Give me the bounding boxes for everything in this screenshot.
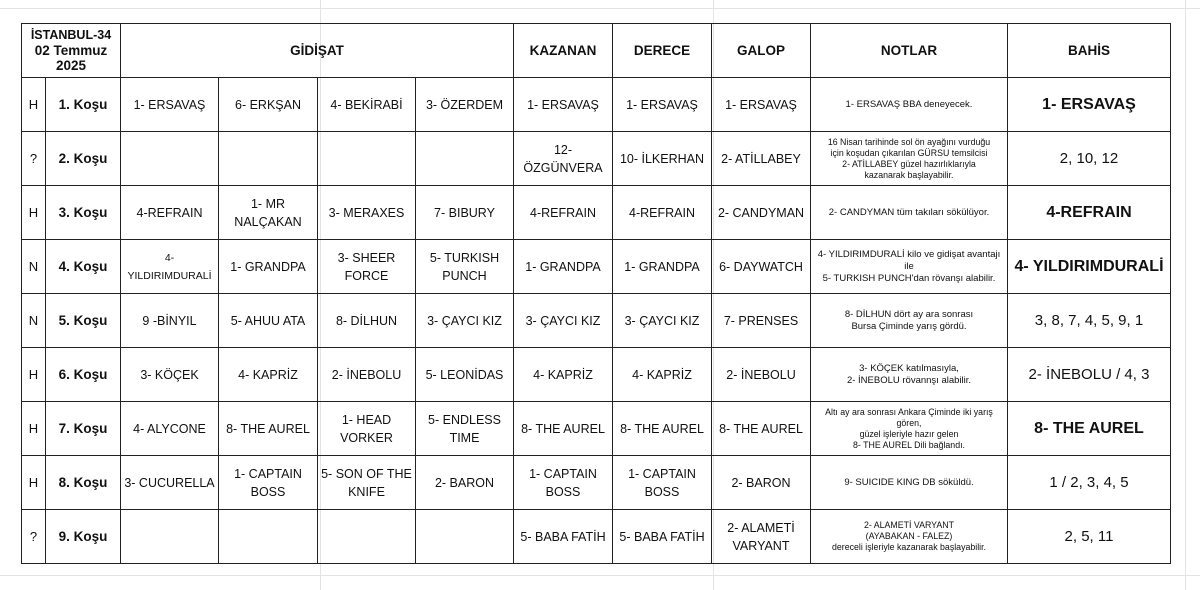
kazanan-cell: 8- THE AUREL — [514, 402, 613, 456]
note-cell-line: için koşudan çıkarılan GÜRSU temsilcisi — [830, 147, 988, 158]
note-cell — [811, 132, 1008, 186]
kazanan-cell — [514, 456, 613, 510]
gidisat-cell: 5- AHUU ATA — [219, 294, 318, 348]
galop-cell: 7- PRENSES — [712, 294, 811, 348]
kazanan-header: KAZANAN — [514, 24, 613, 78]
kazanan-cell: 1- GRANDPA — [514, 240, 613, 294]
race-label: 9. Koşu — [46, 510, 121, 564]
note-cell — [811, 402, 1008, 456]
note-cell-line: 2- ALAMETİ VARYANT — [864, 520, 954, 530]
date-cell — [22, 24, 121, 78]
race-row — [22, 78, 1171, 132]
sheet-gridline — [0, 575, 1200, 576]
galop-header: GALOP — [712, 24, 811, 78]
race-row — [22, 132, 1171, 186]
derece-header: DERECE — [613, 24, 712, 78]
derece-cell-line: BOSS — [644, 484, 680, 499]
status-flag: H — [22, 348, 46, 402]
race-row — [22, 294, 1171, 348]
bet-cell: 4- YILDIRIMDURALİ — [1008, 240, 1171, 294]
derece-cell: 4-REFRAIN — [613, 186, 712, 240]
race-row — [22, 510, 1171, 564]
kazanan-cell: 4-REFRAIN — [514, 186, 613, 240]
gidisat-cell — [219, 456, 318, 510]
gidisat-cell: 2- BARON — [416, 456, 514, 510]
kazanan-cell: 1- ERSAVAŞ — [514, 78, 613, 132]
note-cell-line: 16 Nisan tarihinde sol ön ayağını vurduğu — [827, 136, 991, 147]
gidisat-cell: 3- MERAXES — [318, 186, 416, 240]
gidisat-cell: 3- SHEER FORCE — [318, 240, 416, 294]
gidisat-cell-line: 5- SON OF THE — [321, 466, 412, 481]
derece-cell: 5- BABA FATİH — [613, 510, 712, 564]
gidisat-cell: 3- ÇAYCI KIZ — [416, 294, 514, 348]
gidisat-header: GİDİŞAT — [121, 24, 514, 78]
galop-cell — [712, 510, 811, 564]
race-label: 2. Koşu — [46, 132, 121, 186]
gidisat-cell — [318, 132, 416, 186]
gidisat-cell — [318, 510, 416, 564]
gidisat-cell: 9 -BİNYIL — [121, 294, 219, 348]
bet-cell: 2, 10, 12 — [1008, 132, 1171, 186]
galop-cell-line: 2- ALAMETİ — [727, 520, 795, 535]
derece-cell: 1- GRANDPA — [613, 240, 712, 294]
gidisat-cell-line: KNIFE — [348, 484, 385, 499]
gidisat-cell — [219, 510, 318, 564]
note-cell-line: 5- TURKISH PUNCH'dan rövanşı alabilir. — [822, 272, 996, 284]
gidisat-cell-line: VORKER — [340, 430, 393, 445]
status-flag: H — [22, 402, 46, 456]
derece-cell: 4- KAPRİZ — [613, 348, 712, 402]
race-label: 7. Koşu — [46, 402, 121, 456]
location-label: İSTANBUL-34 — [30, 28, 112, 42]
note-cell-line: 8- DİLHUN dört ay ara sonrası — [844, 308, 974, 320]
galop-cell: 2- İNEBOLU — [712, 348, 811, 402]
bahis-header: BAHİS — [1008, 24, 1171, 78]
gidisat-cell — [121, 132, 219, 186]
bet-cell: 1 / 2, 3, 4, 5 — [1008, 456, 1171, 510]
note-cell-line: kazanarak başlayabilir. — [864, 169, 954, 180]
kazanan-cell-line: BOSS — [545, 484, 581, 499]
kazanan-cell: 12- ÖZGÜNVERA — [514, 132, 613, 186]
gidisat-cell: 8- THE AUREL — [219, 402, 318, 456]
bet-cell: 3, 8, 7, 4, 5, 9, 1 — [1008, 294, 1171, 348]
gidisat-cell: 3- CUCURELLA — [121, 456, 219, 510]
galop-cell: 1- ERSAVAŞ — [712, 78, 811, 132]
gidisat-cell-line: NALÇAKAN — [234, 214, 302, 229]
bet-cell: 4-REFRAIN — [1008, 186, 1171, 240]
note-cell-line: güzel işleriyle hazır gelen — [859, 428, 959, 439]
note-cell — [811, 294, 1008, 348]
note-cell-line: 9- SUICIDE KING DB söküldü. — [844, 476, 974, 488]
race-row — [22, 348, 1171, 402]
gidisat-cell-line: 5- ENDLESS — [428, 412, 501, 427]
status-flag: H — [22, 456, 46, 510]
gidisat-cell — [219, 132, 318, 186]
gidisat-cell — [416, 510, 514, 564]
status-flag: N — [22, 240, 46, 294]
kazanan-cell: 4- KAPRİZ — [514, 348, 613, 402]
galop-cell-line: VARYANT — [732, 538, 790, 553]
gidisat-cell: 2- İNEBOLU — [318, 348, 416, 402]
date-label: 02 Temmuz 2025 — [34, 43, 108, 73]
bet-cell: 1- ERSAVAŞ — [1008, 78, 1171, 132]
gidisat-cell — [416, 240, 514, 294]
bet-cell: 8- THE AUREL — [1008, 402, 1171, 456]
gidisat-cell — [121, 510, 219, 564]
note-cell — [811, 240, 1008, 294]
galop-cell: 2- BARON — [712, 456, 811, 510]
gidisat-cell-line: BOSS — [250, 484, 286, 499]
gidisat-cell-line: 1- MR — [250, 196, 286, 211]
kazanan-cell: 3- ÇAYCI KIZ — [514, 294, 613, 348]
gidisat-cell: 3- KÖÇEK — [121, 348, 219, 402]
notlar-header: NOTLAR — [811, 24, 1008, 78]
gidisat-cell: 1- GRANDPA — [219, 240, 318, 294]
race-label: 5. Koşu — [46, 294, 121, 348]
derece-cell — [613, 456, 712, 510]
gidisat-cell-line: TIME — [449, 430, 480, 445]
gidisat-cell — [318, 402, 416, 456]
galop-cell: 6- DAYWATCH — [712, 240, 811, 294]
race-label: 1. Koşu — [46, 78, 121, 132]
race-row — [22, 456, 1171, 510]
note-cell-line: 3- KÖÇEK katılmasıyla, — [859, 362, 959, 374]
note-cell-line: 1- ERSAVAŞ BBA deneyecek. — [845, 98, 973, 110]
gidisat-cell: 6- ERKŞAN — [219, 78, 318, 132]
gidisat-cell: 4- YILDIRIMDURALİ — [121, 240, 219, 294]
galop-cell: 2- CANDYMAN — [712, 186, 811, 240]
gidisat-cell-line: 1- CAPTAIN — [234, 466, 302, 481]
note-cell — [811, 510, 1008, 564]
galop-cell: 8- THE AUREL — [712, 402, 811, 456]
status-flag: ? — [22, 132, 46, 186]
gidisat-cell — [416, 132, 514, 186]
note-cell-line: dereceli işleriyle kazanarak başlayabilir. — [831, 542, 987, 552]
header-row — [22, 24, 1171, 78]
derece-cell: 1- ERSAVAŞ — [613, 78, 712, 132]
race-label: 8. Koşu — [46, 456, 121, 510]
gidisat-cell: 4- ALYCONE — [121, 402, 219, 456]
gidisat-cell: 5- LEONİDAS — [416, 348, 514, 402]
note-cell-line: 2- İNEBOLU rövannşı alabilir. — [846, 374, 972, 386]
status-flag: ? — [22, 510, 46, 564]
note-cell-line: Altı ay ara sonrası Ankara Çiminde iki yarış gören, — [825, 406, 993, 428]
gidisat-cell — [416, 402, 514, 456]
gidisat-cell: 8- DİLHUN — [318, 294, 416, 348]
gidisat-cell: 4-REFRAIN — [121, 186, 219, 240]
gidisat-cell-line: PUNCH — [442, 268, 487, 283]
status-flag: H — [22, 186, 46, 240]
note-cell — [811, 78, 1008, 132]
race-row — [22, 402, 1171, 456]
note-cell-line: 4- YILDIRIMDURALİ kilo ve gidişat avantajı ile — [817, 248, 1001, 272]
kazanan-cell: 5- BABA FATİH — [514, 510, 613, 564]
derece-cell-line: 1- CAPTAIN — [628, 466, 696, 481]
race-label: 3. Koşu — [46, 186, 121, 240]
note-cell — [811, 348, 1008, 402]
note-cell — [811, 186, 1008, 240]
gidisat-cell: 4- KAPRİZ — [219, 348, 318, 402]
note-cell-line: 8- THE AUREL Dili bağlandı. — [853, 439, 965, 450]
bet-cell: 2, 5, 11 — [1008, 510, 1171, 564]
status-flag: H — [22, 78, 46, 132]
note-cell-line: (AYABAKAN - FALEZ) — [865, 531, 953, 541]
gidisat-cell: 7- BIBURY — [416, 186, 514, 240]
derece-cell: 8- THE AUREL — [613, 402, 712, 456]
gidisat-cell: 3- ÖZERDEM — [416, 78, 514, 132]
race-label: 4. Koşu — [46, 240, 121, 294]
galop-cell: 2- ATİLLABEY — [712, 132, 811, 186]
status-flag: N — [22, 294, 46, 348]
sheet-gridline — [1185, 0, 1186, 590]
race-row — [22, 240, 1171, 294]
note-cell-line: 2- ATİLLABEY güzel hazırlıklarıyla — [842, 158, 976, 169]
note-cell-line: 2- CANDYMAN tüm takıları sökülüyor. — [828, 206, 990, 218]
bet-cell: 2- İNEBOLU / 4, 3 — [1008, 348, 1171, 402]
note-cell — [811, 456, 1008, 510]
note-cell-line: Bursa Çiminde yarış gördü. — [851, 320, 967, 332]
race-row — [22, 186, 1171, 240]
gidisat-cell: 4- BEKİRABİ — [318, 78, 416, 132]
gidisat-cell: 1- ERSAVAŞ — [121, 78, 219, 132]
kazanan-cell-line: 1- CAPTAIN — [529, 466, 597, 481]
sheet-gridline — [0, 8, 1200, 9]
race-program-table — [21, 23, 1171, 564]
race-label: 6. Koşu — [46, 348, 121, 402]
derece-cell: 10- İLKERHAN — [613, 132, 712, 186]
gidisat-cell-line: 5- TURKISH — [429, 250, 500, 265]
gidisat-cell-line: 1- HEAD — [341, 412, 392, 427]
derece-cell: 3- ÇAYCI KIZ — [613, 294, 712, 348]
gidisat-cell — [219, 186, 318, 240]
gidisat-cell — [318, 456, 416, 510]
